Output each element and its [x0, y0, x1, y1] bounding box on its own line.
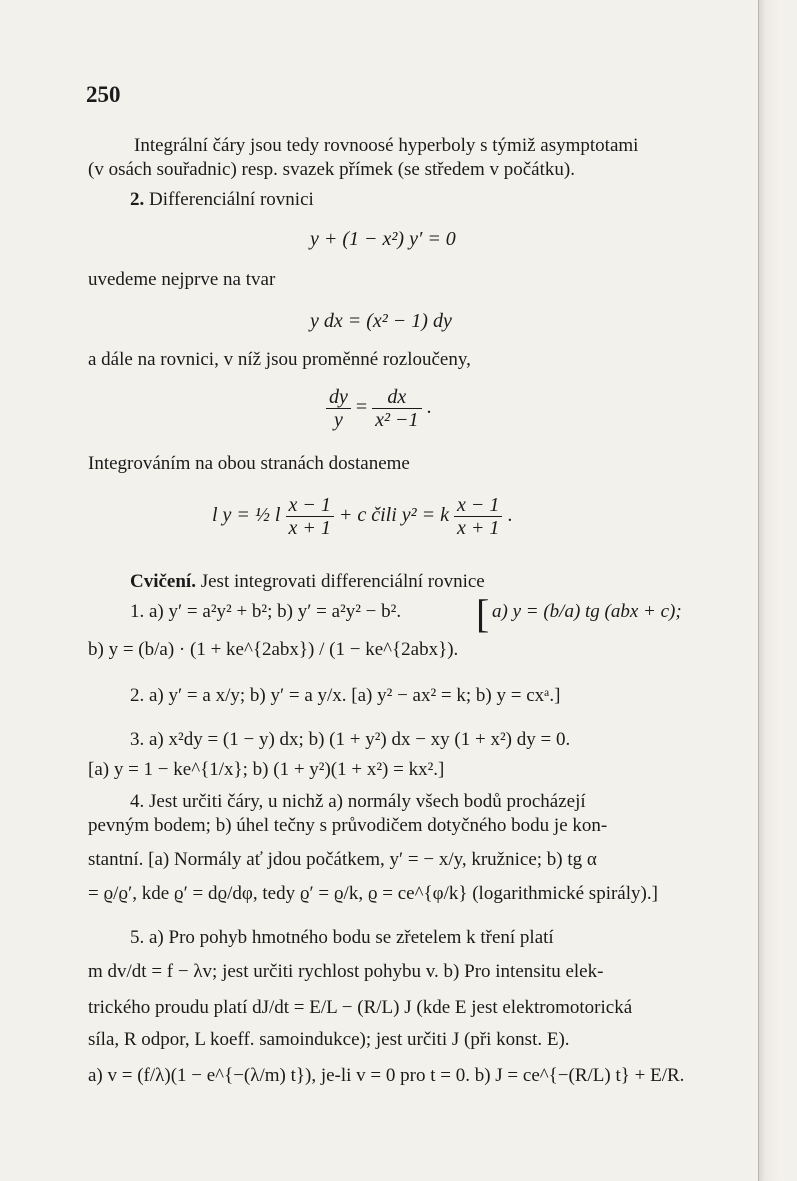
exercises-heading [130, 570, 485, 594]
exercise-5-line: síla, R odpor, L koeff. samoindukce); jest určiti J (při konst. E). [88, 1029, 570, 1050]
exercises-title: Cvičení. [130, 571, 196, 592]
exercise-4-line: stantní. [a) Normály ať jdou počátkem, y′ = − x/y, kružnice; b) tg α [88, 849, 597, 870]
text-line: a dále na rovnici, v níž jsou proměnné rozloučeny, [88, 349, 471, 370]
text-line: uvedeme nejprve na tvar [88, 269, 276, 290]
fraction [326, 386, 351, 431]
text-line: Integrální čáry jsou tedy rovnoosé hyperboly s týmiž asymptotami [134, 135, 639, 156]
denominator: x² −1 [375, 409, 419, 431]
denominator: x + 1 [288, 517, 331, 539]
text-line: Differenciální rovnici [149, 189, 314, 210]
exercise-1a: 1. a) y′ = a²y² + b²; b) y′ = a²y² − b². [130, 601, 402, 622]
exercise-4-line: pevným bodem; b) úhel tečny s průvodičem dotyčného bodu je kon- [88, 815, 608, 836]
exercise-1-answer: a) y = (b/a) tg (abx + c); [492, 601, 682, 622]
numerator: dy [326, 386, 351, 409]
page-number: 250 [86, 82, 121, 107]
text-line: (v osách souřadnic) resp. svazek přímek (se středem v počátku). [88, 159, 575, 180]
exercise-2: 2. a) y′ = a x/y; b) y′ = a y/x. [a) y² − ax² = k; b) y = cxᵃ.] [130, 685, 561, 706]
open-bracket-icon: [ [476, 591, 490, 636]
fraction [372, 386, 421, 431]
fraction [454, 494, 502, 539]
text-line: Integrováním na obou stranách dostaneme [88, 453, 410, 474]
exercise-5-line: 5. a) Pro pohyb hmotného bodu se zřetelem k tření platí [130, 927, 554, 948]
text-line: Jest integrovati differenciální rovnice [200, 571, 485, 592]
equation-4: l y = ½ l $\frac{x - 1}{x + 1}$ + c čili y² = k $\frac{x - 1}{x + 1}$ . [212, 494, 513, 539]
page-edge [758, 0, 797, 1181]
numerator: x − 1 [454, 494, 502, 517]
equation-2: y dx = (x² − 1) dy [310, 310, 452, 332]
item-number: 2. [130, 189, 145, 210]
exercise-5-line: trického proudu platí dJ/dt = E/L − (R/L) J (kde E jest elektromotorická [88, 997, 633, 1018]
exercise-3b: [a) y = 1 − ke^{1/x}; b) (1 + y²)(1 + x²) = kx².] [88, 759, 445, 780]
denominator: x + 1 [457, 517, 500, 539]
exercise-5-line: m dv/dt = f − λv; jest určiti rychlost pohybu v. b) Pro intensitu elek- [88, 961, 604, 982]
eq-part: l y = ½ l [212, 504, 281, 527]
exercise-4-line: 4. Jest určiti čáry, u nichž a) normály všech bodů procházejí [130, 791, 586, 812]
fraction [286, 494, 334, 539]
eq-part: + c čili y² = k [338, 504, 450, 527]
section-paragraph [130, 188, 314, 212]
equation-1: y + (1 − x²) y′ = 0 [310, 228, 456, 250]
numerator: x − 1 [286, 494, 334, 517]
numerator: dx [372, 386, 421, 409]
exercise-1b: b) y = (b/a) · (1 + ke^{2abx}) / (1 − ke^{2abx}). [88, 639, 459, 660]
equation-3: $\frac{dy}{y}$ = $\frac{dx}{\text{x² −1}}$ . [326, 386, 432, 431]
exercise-5-answer: a) v = (f/λ)(1 − e^{−(λ/m) t}), je-li v = 0 pro t = 0. b) J = ce^{−(R/L) t} + E/R. [88, 1065, 685, 1086]
denominator: y [334, 409, 343, 431]
exercise-4-line: = ϱ/ϱ′, kde ϱ′ = dϱ/dφ, tedy ϱ′ = ϱ/k, ϱ = ce^{φ/k} (logarithmické spirály).] [88, 883, 658, 904]
exercise-3a: 3. a) x²dy = (1 − y) dx; b) (1 + y²) dx − xy (1 + x²) dy = 0. [130, 729, 571, 750]
